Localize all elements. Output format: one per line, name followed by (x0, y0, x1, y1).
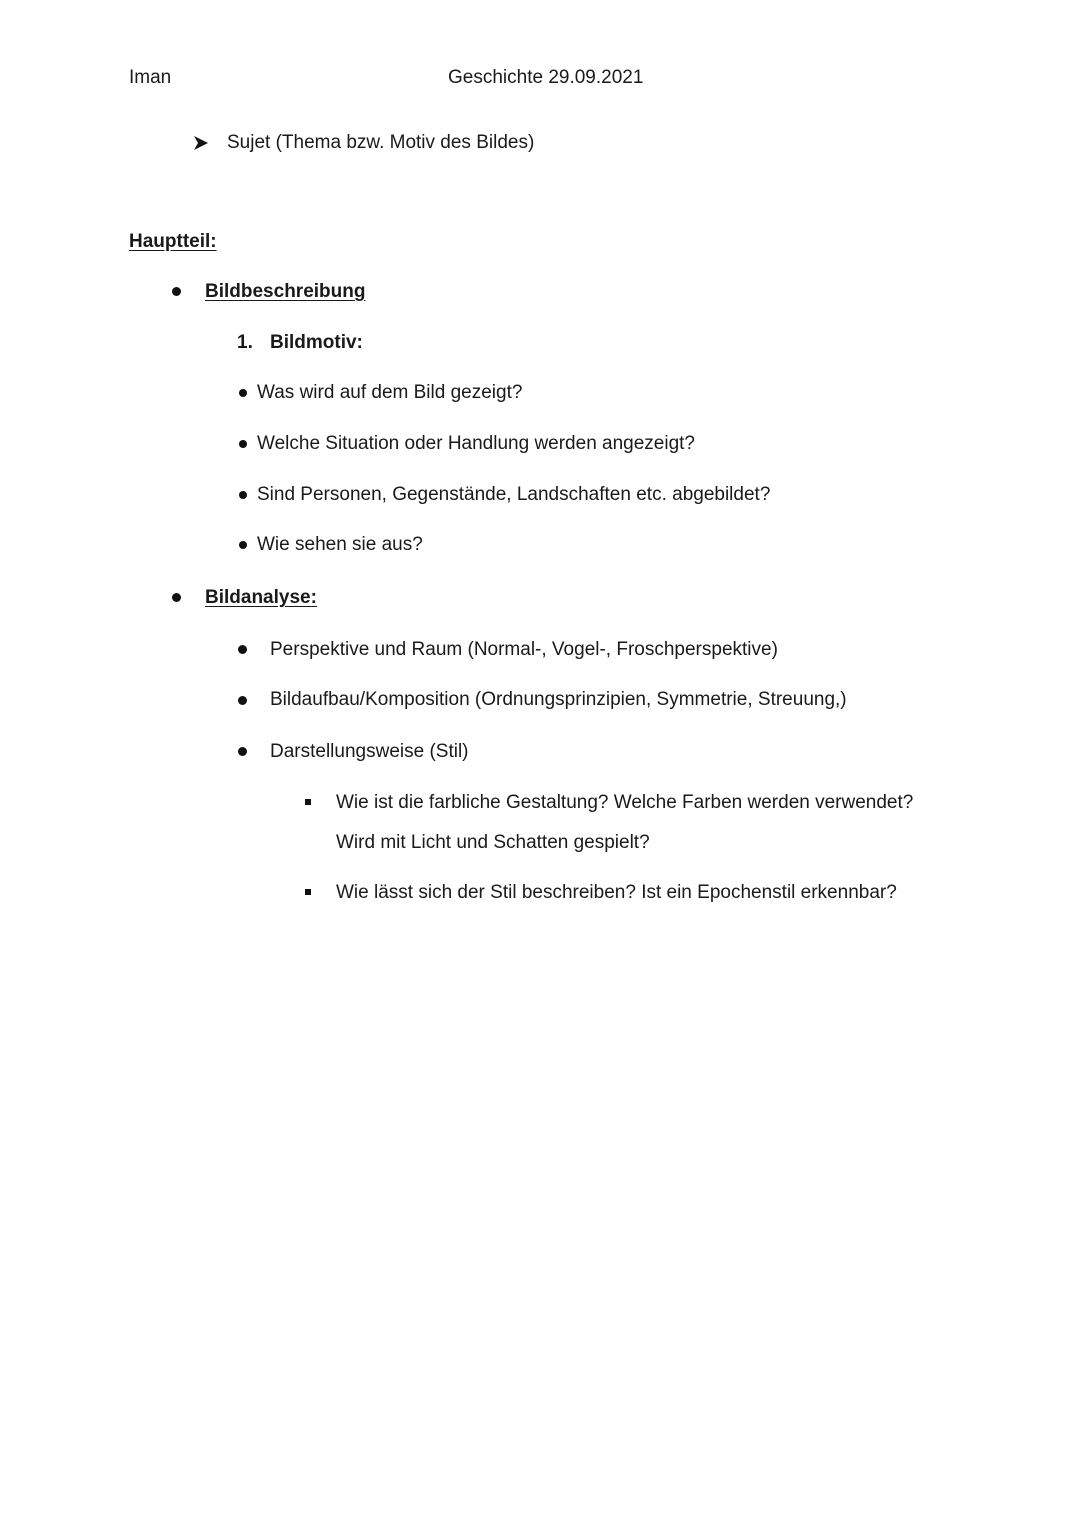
bullet-dot-icon (239, 541, 247, 549)
list-item-continuation: Wird mit Licht und Schatten gespielt? (336, 832, 650, 853)
author-name: Iman (129, 67, 172, 88)
bildmotiv-number: 1. (237, 332, 253, 353)
bullet-dot-icon (239, 389, 247, 397)
list-item: Wie sehen sie aus? (257, 534, 423, 555)
list-item: Bildaufbau/Komposition (Ordnungsprinzipien, Symmetrie, Streuung,) (270, 689, 847, 710)
bullet-dot-icon (239, 491, 247, 499)
list-item: Perspektive und Raum (Normal-, Vogel-, Froschperspektive) (270, 639, 778, 660)
list-item: Wie ist die farbliche Gestaltung? Welche Farben werden verwendet? (336, 792, 914, 813)
list-item: Wie lässt sich der Stil beschreiben? Ist ein Epochenstil erkennbar? (336, 882, 897, 903)
square-bullet-icon (305, 799, 311, 805)
bullet-dot-icon (239, 440, 247, 448)
hauptteil-heading: Hauptteil: (129, 231, 217, 252)
bullet-dot-icon (238, 645, 247, 654)
bildbeschreibung-heading: Bildbeschreibung (205, 281, 366, 302)
sujet-text: Sujet (Thema bzw. Motiv des Bildes) (227, 132, 535, 153)
bullet-dot-icon (238, 747, 247, 756)
list-item: Welche Situation oder Handlung werden angezeigt? (257, 433, 696, 454)
list-item: Darstellungsweise (Stil) (270, 741, 469, 762)
bullet-dot-icon (238, 696, 247, 705)
bullet-dot-icon (172, 593, 181, 602)
list-item: Sind Personen, Gegenstände, Landschaften etc. abgebildet? (257, 484, 771, 505)
arrowhead-bullet-icon (193, 135, 209, 151)
bullet-dot-icon (172, 287, 181, 296)
bildmotiv-heading: Bildmotiv: (270, 332, 363, 353)
list-item: Was wird auf dem Bild gezeigt? (257, 382, 523, 403)
square-bullet-icon (305, 889, 311, 895)
subject-date: Geschichte 29.09.2021 (448, 67, 644, 88)
bildanalyse-heading: Bildanalyse: (205, 587, 317, 608)
